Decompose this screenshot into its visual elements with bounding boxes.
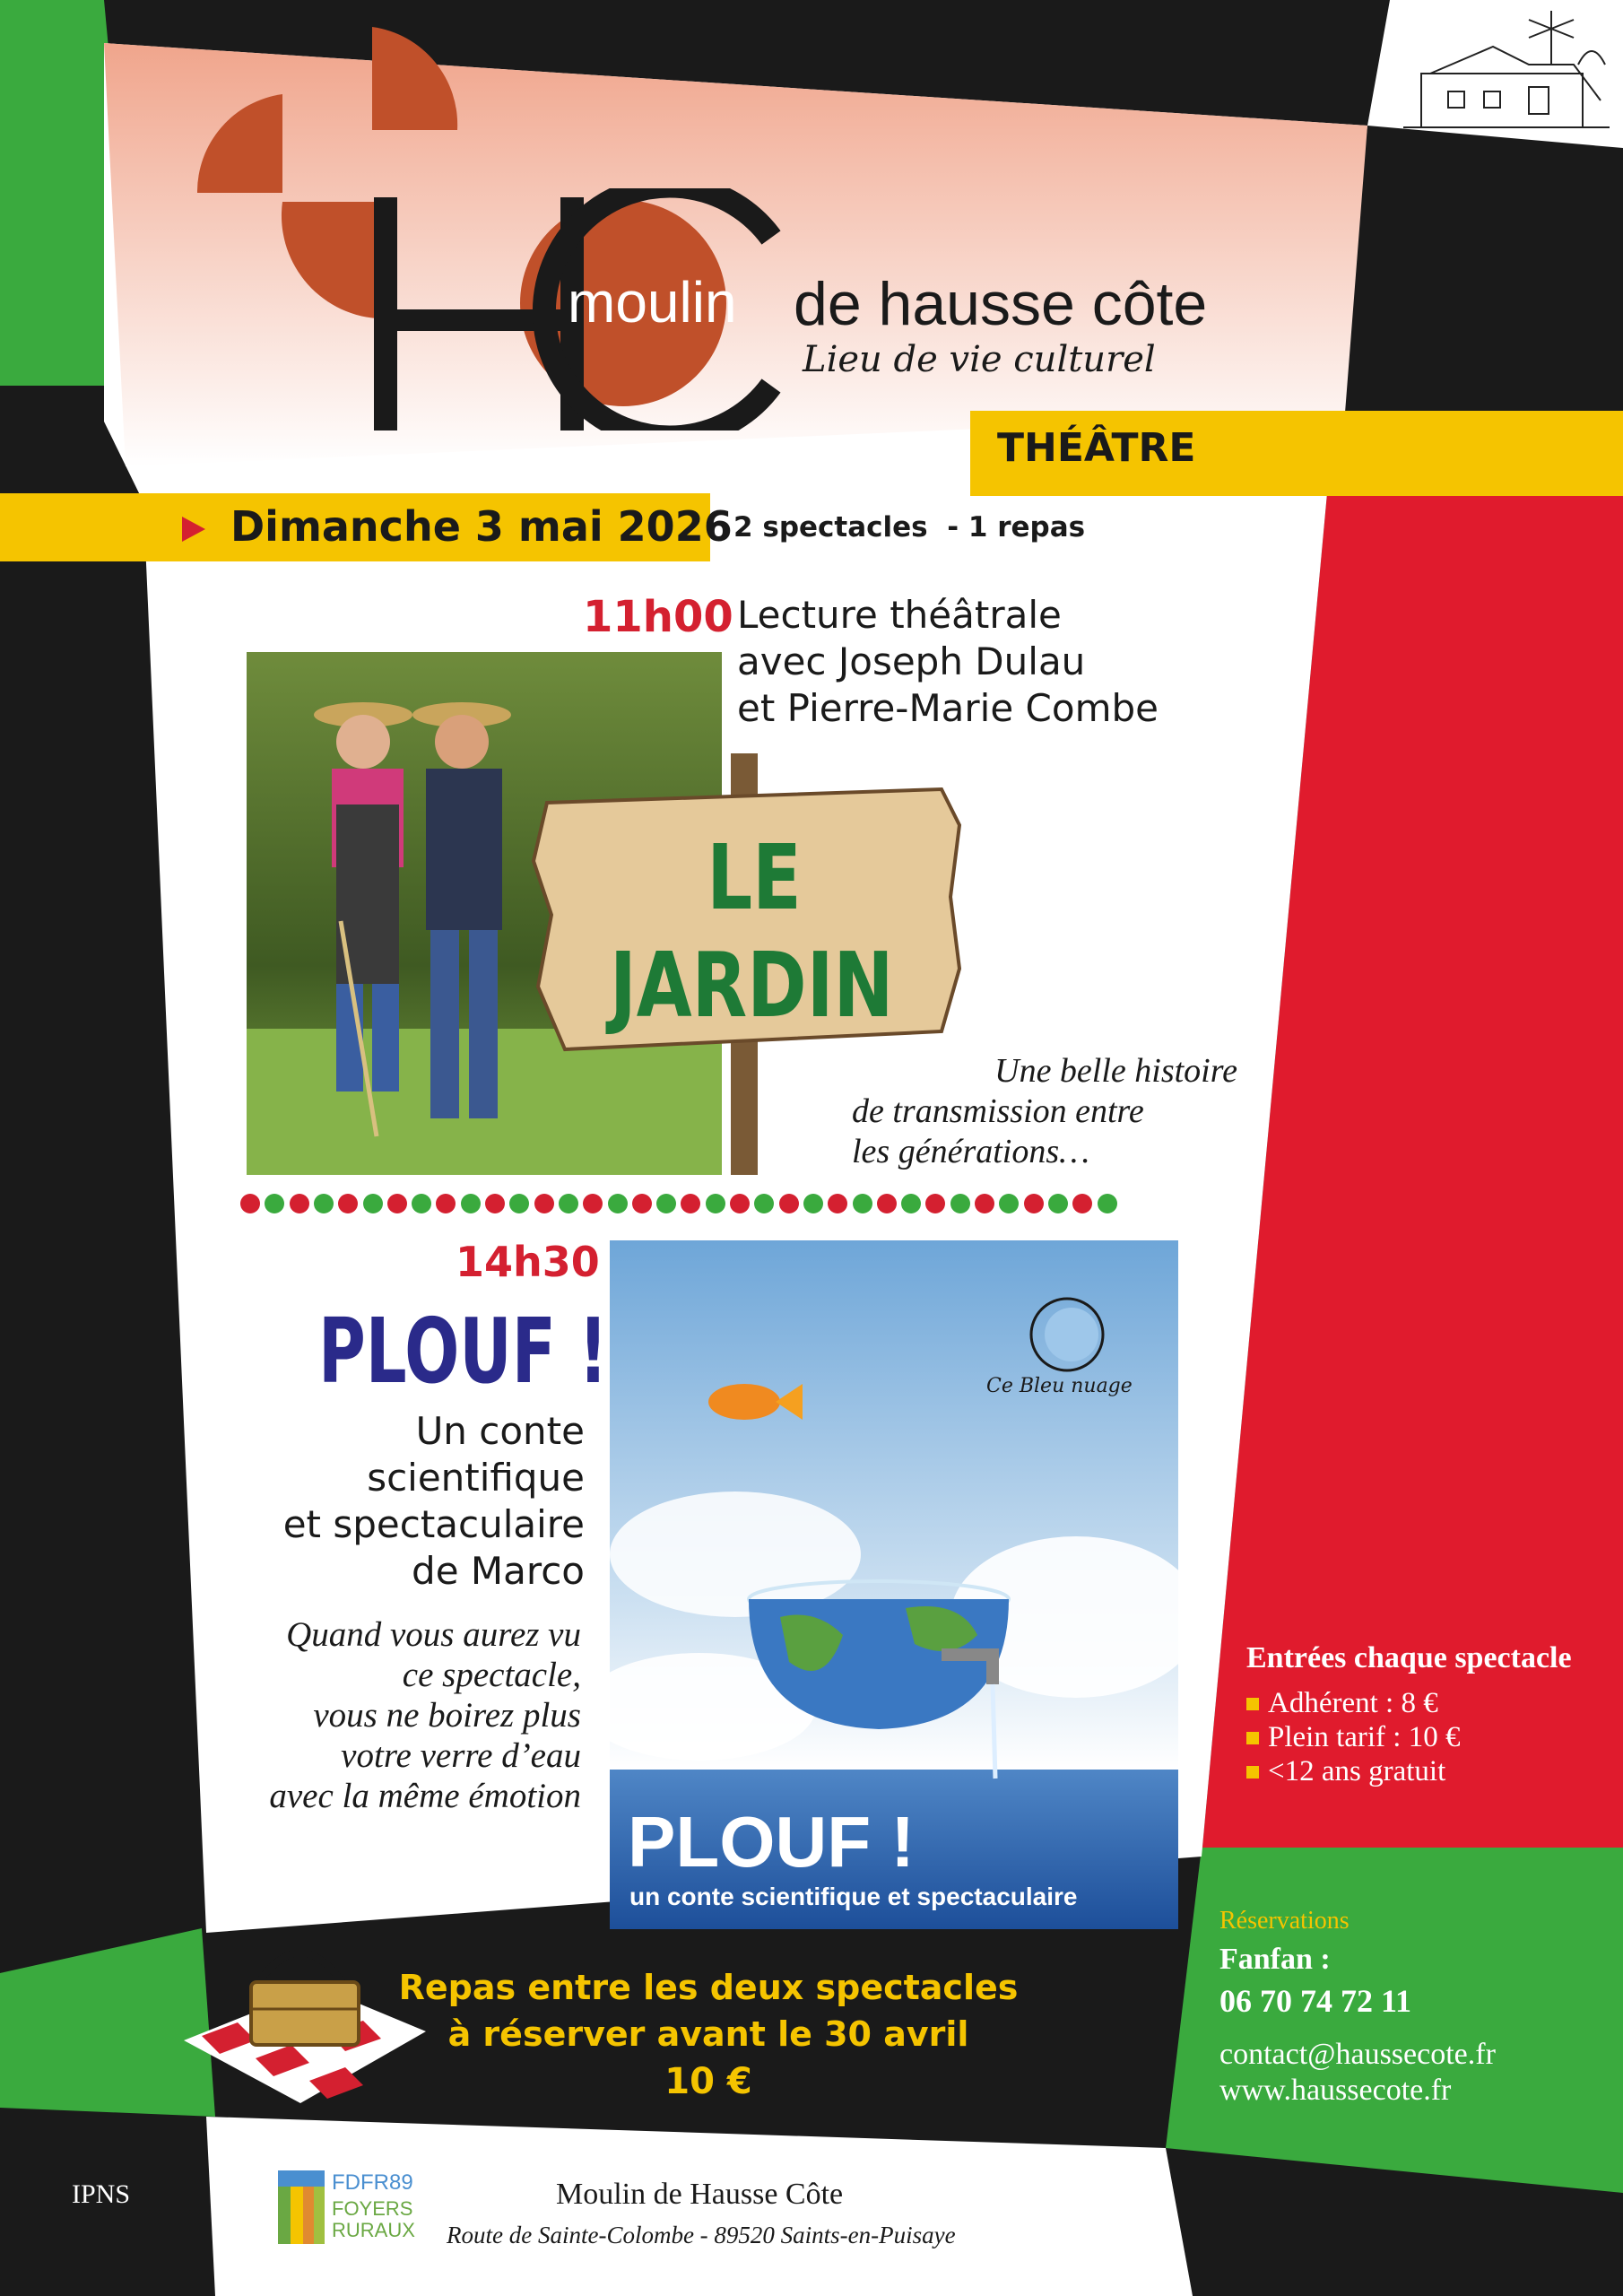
show1-desc-line: Lecture théâtrale xyxy=(737,593,1062,637)
show1-tagline-line: de transmission entre xyxy=(852,1092,1144,1130)
divider-dot xyxy=(363,1194,383,1213)
divider-dot xyxy=(534,1194,554,1213)
sign-line-jardin: JARDIN xyxy=(610,933,894,1038)
show2-desc-line: scientifique xyxy=(367,1456,585,1500)
divider-dot xyxy=(412,1194,431,1213)
show2-title: PLOUF ! xyxy=(318,1299,608,1404)
poster-logo-text: Ce Bleu nuage xyxy=(986,1375,1133,1397)
meal-info xyxy=(377,1964,1040,2106)
fdfr-logo xyxy=(278,2170,421,2244)
event-date: Dimanche 3 mai 2026 xyxy=(230,502,733,551)
divider-dot xyxy=(632,1194,652,1213)
divider-dot xyxy=(853,1194,872,1213)
arrow-right-icon xyxy=(182,517,205,542)
bullet-square-icon xyxy=(1246,1766,1259,1779)
meal-line: à réserver avant le 30 avril xyxy=(447,2014,969,2054)
show2-desc-line: de Marco xyxy=(412,1549,585,1593)
price-item xyxy=(1246,1754,1460,1788)
divider-dot xyxy=(461,1194,481,1213)
divider-dot xyxy=(314,1194,334,1213)
fdfr-logo-line: FOYERS xyxy=(332,2197,413,2220)
fdfr-logo-line: RURAUX xyxy=(332,2219,415,2241)
fdfr-logo-line: FDFR89 xyxy=(332,2170,413,2195)
divider-dot xyxy=(975,1194,994,1213)
bullet-square-icon xyxy=(1246,1698,1259,1710)
bullet-square-icon xyxy=(1246,1732,1259,1744)
show1-desc-line: et Pierre-Marie Combe xyxy=(737,686,1159,730)
ipns-label: IPNS xyxy=(72,2179,131,2209)
sign-line-le: LE xyxy=(707,825,802,930)
divider-dot xyxy=(1098,1194,1117,1213)
price-item-text: <12 ans gratuit xyxy=(1268,1755,1446,1787)
show2-description xyxy=(215,1408,585,1595)
event-summary: 2 spectacles - 1 repas xyxy=(733,511,1086,544)
footer-address: Route de Sainte-Colombe - 89520 Saints-en-Puisaye xyxy=(447,2222,956,2248)
windmill-sketch-icon xyxy=(1394,2,1619,136)
divider-dot xyxy=(1024,1194,1044,1213)
show2-quote-line: ce spectacle, xyxy=(402,1656,581,1694)
divider-dot xyxy=(877,1194,897,1213)
price-item xyxy=(1246,1720,1460,1754)
show2-quote-line: avec la même émotion xyxy=(269,1777,581,1815)
divider-dot xyxy=(485,1194,505,1213)
divider-dot xyxy=(240,1194,260,1213)
divider-dot xyxy=(387,1194,407,1213)
poster-subtitle: un conte scientifique et spectaculaire xyxy=(629,1883,1078,1910)
show1-time: 11h00 xyxy=(583,592,733,642)
divider-dot xyxy=(706,1194,725,1213)
show1-description xyxy=(737,592,1159,732)
prices-heading: Entrées chaque spectacle xyxy=(1246,1641,1572,1674)
show1-desc-line: avec Joseph Dulau xyxy=(737,639,1086,683)
divider-dot xyxy=(901,1194,921,1213)
price-item-text: Plein tarif : 10 € xyxy=(1268,1721,1461,1753)
show2-quote-line: Quand vous aurez vu xyxy=(286,1615,581,1654)
show1-tagline-line: les générations… xyxy=(852,1133,1089,1170)
divider-dot xyxy=(1048,1194,1068,1213)
show2-quote xyxy=(179,1614,581,1816)
show1-tagline-line: Une belle histoire xyxy=(994,1052,1237,1090)
show2-quote-line: vous ne boirez plus xyxy=(313,1696,581,1735)
meal-line: Repas entre les deux spectacles xyxy=(398,1968,1019,2007)
show2-quote-line: votre verre d’eau xyxy=(341,1736,581,1775)
reservations-name: Fanfan : xyxy=(1219,1943,1331,1976)
divider-dot xyxy=(290,1194,309,1213)
show2-desc-line: et spectaculaire xyxy=(282,1502,585,1546)
show2-time: 14h30 xyxy=(456,1238,600,1286)
meal-price: 10 € xyxy=(664,2061,752,2102)
reservations-email[interactable]: contact@haussecote.fr xyxy=(1219,2038,1496,2071)
reservations-website[interactable]: www.haussecote.fr xyxy=(1219,2074,1452,2107)
green-block-right xyxy=(1166,1848,1623,2193)
poster-title: PLOUF ! xyxy=(628,1802,915,1882)
divider-dot xyxy=(950,1194,970,1213)
category-label: THÉÂTRE xyxy=(997,425,1196,471)
price-item-text: Adhérent : 8 € xyxy=(1268,1687,1438,1719)
brand-name: de hausse côte xyxy=(794,270,1208,338)
brand-word: moulin xyxy=(568,270,737,335)
plouf-poster xyxy=(610,1240,1178,1929)
footer-venue: Moulin de Hausse Côte xyxy=(556,2178,844,2211)
brand-tagline: Lieu de vie culturel xyxy=(803,339,1156,380)
divider-dot xyxy=(779,1194,799,1213)
prices-list xyxy=(1246,1686,1460,1788)
divider-dot xyxy=(559,1194,578,1213)
price-item xyxy=(1246,1686,1460,1720)
show2-desc-line: Un conte xyxy=(415,1409,585,1453)
divider-dot xyxy=(730,1194,750,1213)
reservations-phone: 06 70 74 72 11 xyxy=(1219,1983,1412,2019)
show1-tagline xyxy=(852,1051,1237,1172)
fdfr-logo-icon xyxy=(278,2170,325,2244)
divider-dot xyxy=(656,1194,676,1213)
divider-dot xyxy=(803,1194,823,1213)
reservations-label: Réservations xyxy=(1219,1907,1350,1935)
divider-dot xyxy=(608,1194,628,1213)
